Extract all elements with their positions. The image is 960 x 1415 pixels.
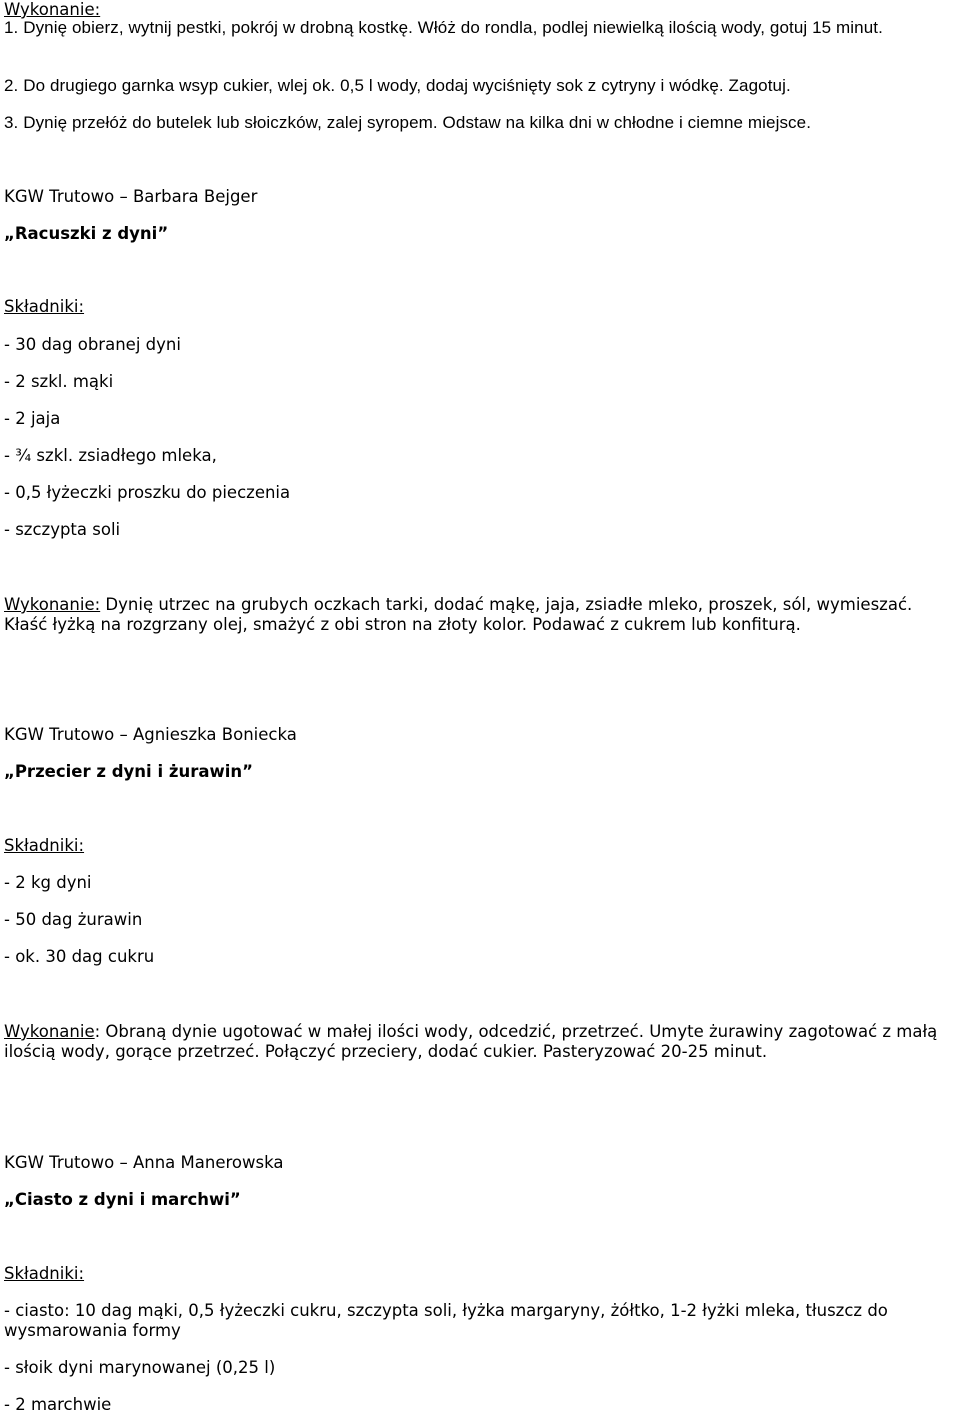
recipe-1-ingredient: - 2 szkl. mąki [4, 372, 114, 391]
recipe-1-method-text: Dynię utrzec na grubych oczkach tarki, dodać mąkę, jaja, zsiadłe mleko, proszek, sól, wymieszać. Kłaść łyżką na rozgrzany olej, smażyć z obi stron na złoty kolor. Podawać z cukrem lub konfiturą. [4, 595, 913, 634]
recipe-2-ingredient: - ok. 30 dag cukru [4, 947, 155, 966]
recipe-2-method [4, 1022, 960, 1062]
recipe-1-ingredient: - ¾ szkl. zsiadłego mleka, [4, 446, 217, 465]
recipe-1-title: „Racuszki z dyni” [4, 224, 169, 243]
recipe-2-ingredient: - 2 kg dyni [4, 873, 92, 892]
recipe-1-ingredient: - 30 dag obranej dyni [4, 335, 181, 354]
recipe-1-ingredients-label: Składniki: [4, 297, 85, 316]
recipe-2-ingredient: - 50 dag żurawin [4, 910, 143, 929]
intro-step-3: 3. Dynię przełóż do butelek lub słoiczków, zalej syropem. Odstaw na kilka dni w chłodne i ciemne miejsce. [4, 113, 812, 132]
recipe-3-ingredient: - 2 marchwie [4, 1395, 112, 1414]
recipe-2-ingredients-label: Składniki: [4, 836, 85, 855]
recipe-3-title: „Ciasto z dyni i marchwi” [4, 1190, 241, 1209]
recipe-1-ingredient: - 0,5 łyżeczki proszku do pieczenia [4, 483, 291, 502]
recipe-1-ingredient: - 2 jaja [4, 409, 61, 428]
intro-step-1: 1. Dynię obierz, wytnij pestki, pokrój w drobną kostkę. Włóż do rondla, podlej niewielką ilością wody, gotuj 15 minut. [4, 18, 883, 37]
recipe-2-method-label: Wykonanie [4, 1022, 95, 1041]
recipe-3-ingredient: - słoik dyni marynowanej (0,25 l) [4, 1358, 276, 1377]
recipe-2-method-text: : Obraną dynie ugotować w małej ilości wody, odcedzić, przetrzeć. Umyte żurawiny zagotować z małą ilością wody, gorące przetrzeć. Połączyć przeciery, dodać cukier. Pasteryzować 20-25 minut. [4, 1022, 938, 1061]
intro-step-2: 2. Do drugiego garnka wsyp cukier, wlej ok. 0,5 l wody, dodaj wyciśnięty sok z cytryny i wódkę. Zagotuj. [4, 76, 791, 95]
recipe-3-ingredients-label: Składniki: [4, 1264, 85, 1283]
recipe-1-author: KGW Trutowo – Barbara Bejger [4, 187, 258, 206]
recipe-3-ingredient: - ciasto: 10 dag mąki, 0,5 łyżeczki cukru, szczypta soli, łyżka margaryny, żółtko, 1-2 łyżki mleka, tłuszcz do wysmarowania formy [4, 1301, 888, 1340]
recipe-1-method-label: Wykonanie: [4, 595, 101, 614]
recipe-3-author: KGW Trutowo – Anna Manerowska [4, 1153, 284, 1172]
recipe-2-author: KGW Trutowo – Agnieszka Boniecka [4, 725, 297, 744]
recipe-2-title: „Przecier z dyni i żurawin” [4, 762, 253, 781]
recipe-1-method [4, 595, 960, 635]
intro-method-heading: Wykonanie: [4, 0, 101, 19]
recipe-1-ingredient: - szczypta soli [4, 520, 121, 539]
